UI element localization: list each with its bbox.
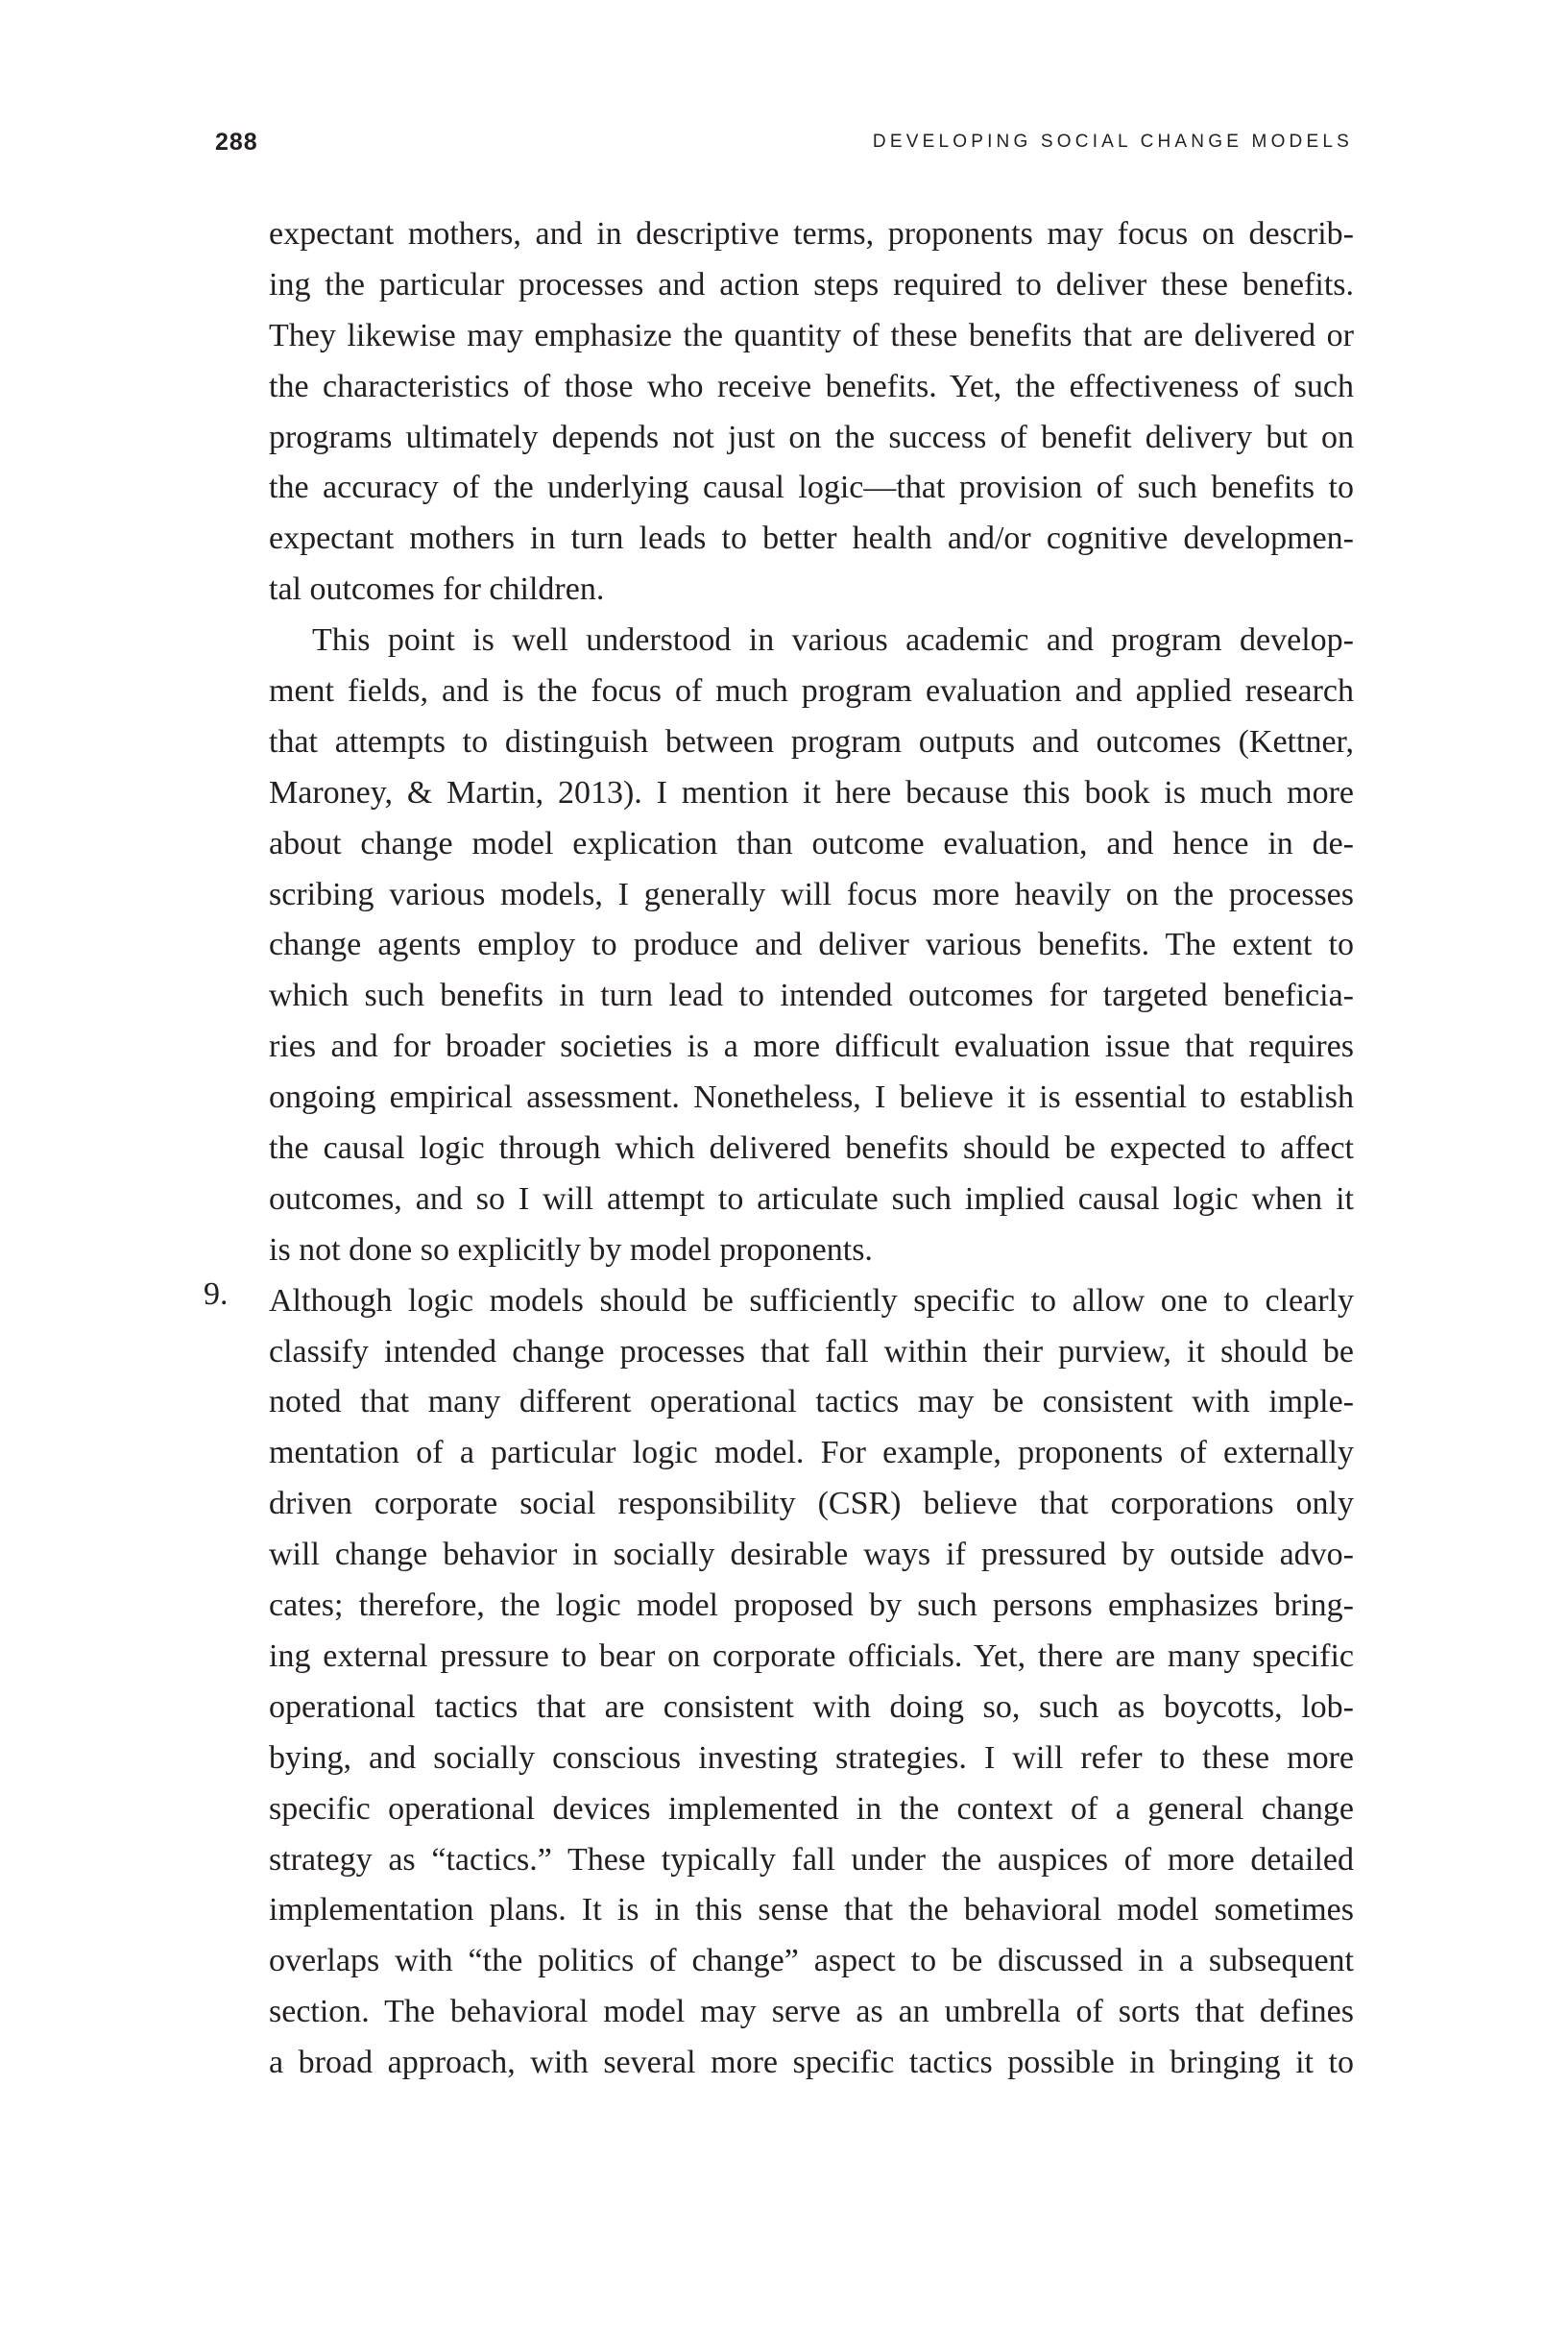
text-line: operational tactics that are consistent with doing so, such as boycotts, lob- [269, 1688, 1354, 1725]
text-line: scribing various models, I generally will focus more heavily on the processes [269, 876, 1354, 912]
text-line: about change model explication than outcome evaluation, and hence in de- [269, 825, 1354, 861]
text-line: will change behavior in socially desirable ways if pressured by outside advo- [269, 1537, 1354, 1573]
text-line: ment fields, and is the focus of much program evaluation and applied research [269, 673, 1354, 710]
running-title: DEVELOPING SOCIAL CHANGE MODELS [872, 132, 1353, 152]
text-line: expectant mothers in turn leads to better health and/or cognitive developmen- [269, 521, 1354, 557]
text-line: strategy as “tactics.” These typically fall under the auspices of more detailed [269, 1841, 1354, 1878]
note-number: 9. [204, 1275, 229, 1312]
text-line: Maroney, & Martin, 2013). I mention it here because this book is much more [269, 774, 1354, 811]
text-line: specific operational devices implemented in the context of a general change [269, 1790, 1354, 1827]
text-line: ing external pressure to bear on corporate officials. Yet, there are many specific [269, 1637, 1354, 1674]
text-line: mentation of a particular logic model. For example, proponents of externally [269, 1435, 1354, 1471]
text-line: classify intended change processes that fall within their purview, it should be [269, 1333, 1354, 1370]
text-line: that attempts to distinguish between program outputs and outcomes (Kettner, [269, 723, 1354, 760]
text-line: programs ultimately depends not just on the success of benefit delivery but on [269, 419, 1354, 455]
text-line: tal outcomes for children. [269, 571, 605, 608]
paragraph-1 [269, 209, 1354, 616]
note-9 [204, 1275, 1354, 2089]
text-line: ries and for broader societies is a more difficult evaluation issue that requires [269, 1029, 1354, 1065]
text-line: overlaps with “the politics of change” aspect to be discussed in a subsequent [269, 1943, 1354, 1979]
text-line: ing the particular processes and action steps required to deliver these benefits. [269, 266, 1354, 303]
text-line: noted that many different operational tactics may be consistent with imple- [269, 1384, 1354, 1420]
body-text [204, 209, 1354, 2089]
text-line: driven corporate social responsibility (CSR) believe that corporations only [269, 1486, 1354, 1522]
text-line: section. The behavioral model may serve as an umbrella of sorts that defines [269, 1994, 1354, 2030]
text-line: the causal logic through which delivered benefits should be expected to affect [269, 1130, 1354, 1167]
text-line: They likewise may emphasize the quantity of these benefits that are delivered or [269, 317, 1354, 353]
text-line: change agents employ to produce and deliver various benefits. The extent to [269, 927, 1354, 963]
text-line: cates; therefore, the logic model proposed by such persons emphasizes bring- [269, 1588, 1354, 1624]
text-line: Although logic models should be sufficiently specific to allow one to clearly [269, 1282, 1354, 1319]
paragraph-2 [269, 616, 1354, 1276]
text-line: implementation plans. It is in this sense that the behavioral model sometimes [269, 1892, 1354, 1928]
text-line: bying, and socially conscious investing strategies. I will refer to these more [269, 1739, 1354, 1776]
text-line: is not done so explicitly by model proponents. [269, 1231, 873, 1268]
text-line: the characteristics of those who receive benefits. Yet, the effectiveness of such [269, 368, 1354, 404]
text-line: This point is well understood in various academic and program develop- [312, 622, 1354, 659]
running-head [0, 129, 1568, 167]
text-line: outcomes, and so I will attempt to articulate such implied causal logic when it [269, 1180, 1354, 1217]
text-line: expectant mothers, and in descriptive terms, proponents may focus on describ- [269, 216, 1354, 252]
text-line: the accuracy of the underlying causal logic—that provision of such benefits to [269, 470, 1354, 506]
text-line: which such benefits in turn lead to intended outcomes for targeted beneficia- [269, 978, 1354, 1014]
text-line: ongoing empirical assessment. Nonetheless, I believe it is essential to establish [269, 1079, 1354, 1116]
text-line: a broad approach, with several more specific tactics possible in bringing it to [269, 2045, 1354, 2081]
page-number: 288 [215, 129, 258, 156]
